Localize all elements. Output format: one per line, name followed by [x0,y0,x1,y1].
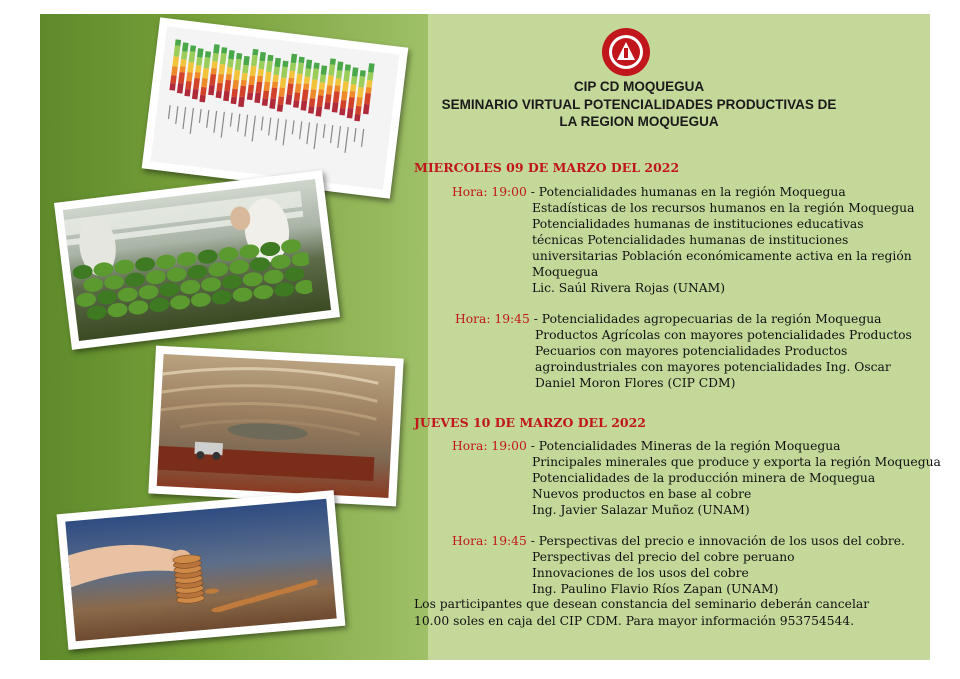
footer-note: Los participantes que desean constancia del seminario deberán cancelar 10.00 soles en caja del CIP CDM. Para mayor información 953754544. [414,597,870,628]
speaker: Ing. Paulino Flavio Ríos Zapan (UNAM) [532,582,779,596]
photo-collage-panel [40,14,428,660]
speaker: Daniel Moron Flores (CIP CDM) [535,376,736,390]
chart-photo [142,17,409,198]
speaker: Ing. Javier Salazar Muñoz (UNAM) [532,503,750,517]
day2-session1: Hora: 19:00 - Potencialidades Mineras de la región Moquegua Principales minerales que produce y exporta la región Moquegua Potencialidades de la producción minera de Moquegua Nuevos productos en base al cobre Ing. Javier Salazar Muñoz (UNAM) [452,439,941,517]
day1-session2: Hora: 19:45 - Potencialidades agropecuarias de la región Moquegua Productos Agrícolas con mayores potencialidades Productos Pecuarios con mayores potencialidades Productos agroindustriales con mayores potencialidades Ing. Oscar Daniel Moron Flores (CIP CDM) [455,312,912,390]
session-time: Hora: 19:00 [452,439,527,453]
day1-session1: Hora: 19:00 - Potencialidades humanas en la región Moquegua Estadísticas de los recursos humanos en la región Moquegua Potencialidades humanas de instituciones educativas técnicas Potencialidades humanas de instituciones universitarias Población económicamente activa en la región Moquegua Lic. Saúl Rivera Rojas (UNAM) [452,185,915,295]
coins-image [65,500,319,625]
avocado-image [63,181,313,325]
session-topic: - Potencialidades Mineras de la región Moquegua [526,439,841,453]
session-topic: - Perspectivas del precio e innovación de los usos del cobre. [526,534,905,548]
mine-image [158,354,380,481]
speaker: Lic. Saúl Rivera Rojas (UNAM) [532,281,726,295]
open-pit-mine-photo [148,346,403,507]
bar-chart-image [153,26,384,172]
cip-seal-icon [601,27,651,77]
cip-logo [601,27,651,77]
seminar-title: SEMINARIO VIRTUAL POTENCIALIDADES PRODUCTIVAS DE LA REGION MOQUEGUA [441,97,837,129]
session-topic: - Potencialidades humanas en la región Moquegua [526,185,846,199]
session-topic: - Potencialidades agropecuarias de la región Moquegua [529,312,882,326]
day2-heading: JUEVES 10 DE MARZO DEL 2022 [414,415,647,430]
session-time: Hora: 19:00 [452,185,527,199]
coins-stack-photo [57,490,346,650]
org-title: CIP CD MOQUEGUA [573,79,705,94]
session-time: Hora: 19:45 [452,534,527,548]
session-time: Hora: 19:45 [455,312,530,326]
day1-heading: MIERCOLES 09 DE MARZO DEL 2022 [414,160,680,175]
day2-session2: Hora: 19:45 - Perspectivas del precio e innovación de los usos del cobre. Perspectivas del precio del cobre peruano Innovaciones de los usos del cobre Ing. Paulino Flavio Ríos Zapan (UNAM) [452,534,905,596]
avocado-workers-photo [54,170,340,350]
